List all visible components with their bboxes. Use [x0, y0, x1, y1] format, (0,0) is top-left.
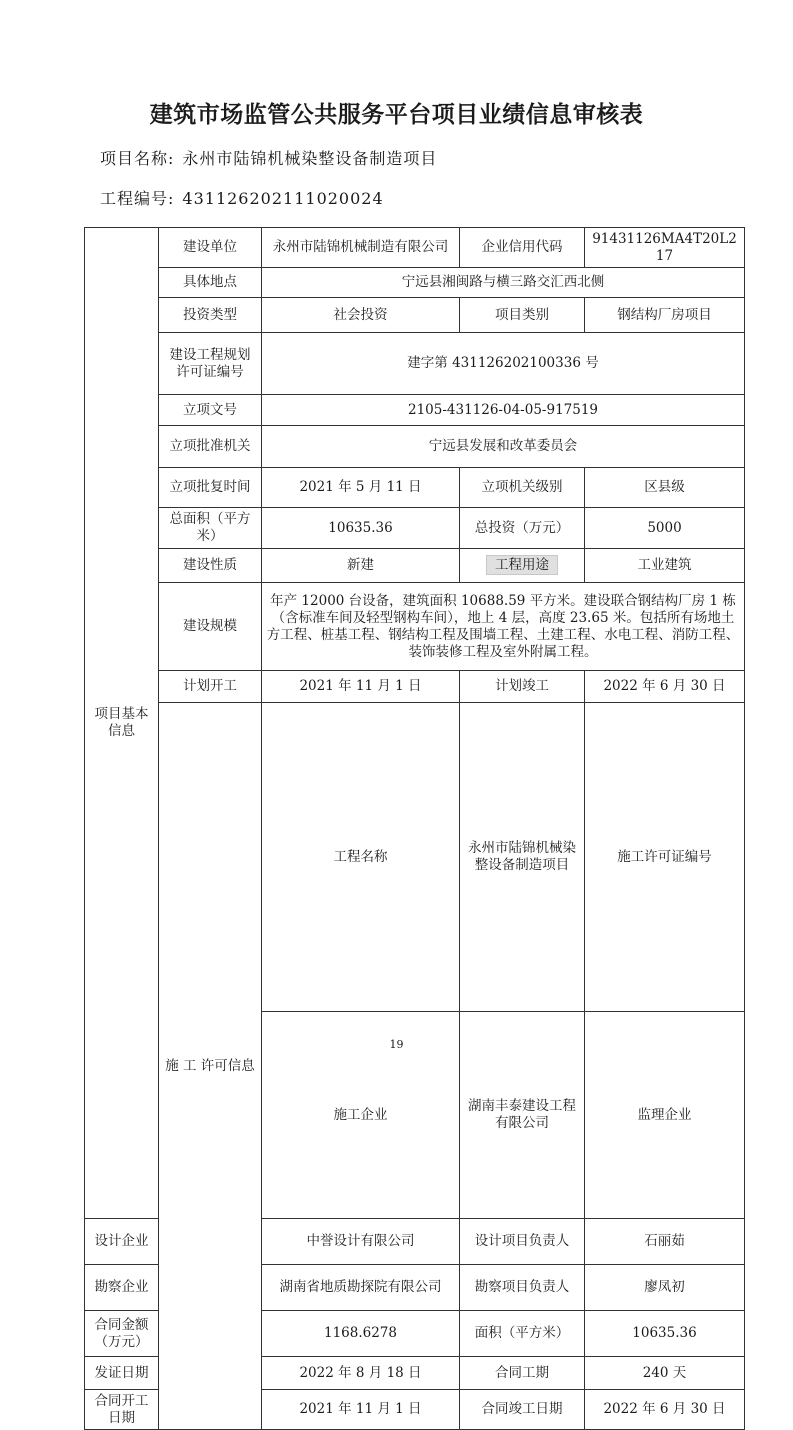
table-row [85, 703, 745, 1012]
table-row [85, 298, 745, 333]
approval-date-label: 立项批复时间 [159, 468, 262, 508]
permit-name-label: 工程名称 [262, 703, 460, 1012]
scale-label: 建设规模 [159, 583, 262, 671]
category-value: 钢结构厂房项目 [585, 298, 745, 333]
contract-start-value: 2021 年 11 月 1 日 [262, 1390, 460, 1430]
issue-date-value: 2022 年 8 月 18 日 [262, 1357, 460, 1390]
scale-value: 年产 12000 台设备，建筑面积 10688.59 平方米。建设联合钢结构厂房 1 栋（含标准车间及轻型钢构车间），地上 4 层，高度 23.65 米。包括所有场地土方工程、桩基工程、钢结构工程及围墙工程、土建工程、水电工程、消防工程、装饰装修工程及室外附属工程。 [262, 583, 745, 671]
credit-code-value: 91431126MA4T20L217 [585, 228, 745, 268]
table-row [85, 671, 745, 703]
design-lead-label: 设计项目负责人 [460, 1219, 585, 1265]
table-row [85, 268, 745, 298]
approval-org-value: 宁远县发展和改革委员会 [262, 426, 745, 468]
table-row [85, 549, 745, 583]
plan-start-value: 2021 年 11 月 1 日 [262, 671, 460, 703]
invest-type-value: 社会投资 [262, 298, 460, 333]
usage-value: 工业建筑 [585, 549, 745, 583]
invest-label: 总投资（万元） [460, 508, 585, 549]
project-code-value: 431126202111020024 [182, 189, 384, 208]
permit-no-label: 施工许可证编号 [585, 703, 745, 1012]
approval-doc-value: 2105-431126-04-05-917519 [262, 395, 745, 426]
section-permit-info: 施 工 许可信息 [159, 703, 262, 1430]
plan-permit-value: 建字第 431126202100336 号 [262, 333, 745, 395]
project-name-label: 项目名称: [100, 149, 175, 168]
table-row [85, 583, 745, 671]
document-title: 建筑市场监管公共服务平台项目业绩信息审核表 [149, 102, 644, 128]
area-value: 10635.36 [262, 508, 460, 549]
designer-label: 设计企业 [85, 1219, 159, 1265]
table-row [85, 228, 745, 268]
area-label: 总面积（平方米） [159, 508, 262, 549]
contract-end-value: 2022 年 6 月 30 日 [585, 1390, 745, 1430]
survey-value: 湖南省地质勘探院有限公司 [262, 1265, 460, 1311]
project-code-label: 工程编号: [100, 189, 175, 208]
table-row [85, 426, 745, 468]
credit-code-label: 企业信用代码 [460, 228, 585, 268]
designer-value: 中誉设计有限公司 [262, 1219, 460, 1265]
survey-label: 勘察企业 [85, 1265, 159, 1311]
contract-period-value: 240 天 [585, 1357, 745, 1390]
plan-end-label: 计划竣工 [460, 671, 585, 703]
location-value: 宁远县湘闽路与横三路交汇西北侧 [262, 268, 745, 298]
project-name-line [100, 146, 437, 169]
approval-org-label: 立项批准机关 [159, 426, 262, 468]
approval-date-value: 2021 年 5 月 11 日 [262, 468, 460, 508]
builder-value: 永州市陆锦机械制造有限公司 [262, 228, 460, 268]
permit-name-value: 永州市陆锦机械染整设备制造项目 [460, 703, 585, 1012]
survey-lead-value: 廖凤初 [585, 1265, 745, 1311]
contract-amount-label: 合同金额（万元） [85, 1311, 159, 1357]
invest-type-label: 投资类型 [159, 298, 262, 333]
contractor-label: 施工企业 [262, 1012, 460, 1219]
table-row [85, 395, 745, 426]
section-project-info: 项目基本信息 [85, 228, 159, 1219]
project-name-value: 永州市陆锦机械染整设备制造项目 [182, 149, 438, 168]
location-label: 具体地点 [159, 268, 262, 298]
table-row [85, 508, 745, 549]
contract-start-label: 合同开工日期 [85, 1390, 159, 1430]
builder-label: 建设单位 [159, 228, 262, 268]
approval-level-label: 立项机关级别 [460, 468, 585, 508]
plan-start-label: 计划开工 [159, 671, 262, 703]
supervisor-label: 监理企业 [585, 1012, 745, 1219]
table-row [85, 468, 745, 508]
table-row [85, 333, 745, 395]
usage-label [460, 549, 585, 583]
contract-period-label: 合同工期 [460, 1357, 585, 1390]
contractor-value: 湖南丰泰建设工程有限公司 [460, 1012, 585, 1219]
permit-area-label: 面积（平方米） [460, 1311, 585, 1357]
issue-date-label: 发证日期 [85, 1357, 159, 1390]
page-number: 19 [389, 1038, 404, 1051]
approval-doc-label: 立项文号 [159, 395, 262, 426]
project-code-line [100, 186, 384, 209]
review-table [84, 227, 745, 1430]
contract-amount-value: 1168.6278 [262, 1311, 460, 1357]
invest-value: 5000 [585, 508, 745, 549]
design-lead-value: 石丽茹 [585, 1219, 745, 1265]
category-label: 项目类别 [460, 298, 585, 333]
plan-permit-label: 建设工程规划许可证编号 [159, 333, 262, 395]
contract-end-label: 合同竣工日期 [460, 1390, 585, 1430]
survey-lead-label: 勘察项目负责人 [460, 1265, 585, 1311]
permit-area-value: 10635.36 [585, 1311, 745, 1357]
nature-label: 建设性质 [159, 549, 262, 583]
approval-level-value: 区县级 [585, 468, 745, 508]
usage-label-text: 工程用途 [486, 555, 558, 575]
nature-value: 新建 [262, 549, 460, 583]
plan-end-value: 2022 年 6 月 30 日 [585, 671, 745, 703]
